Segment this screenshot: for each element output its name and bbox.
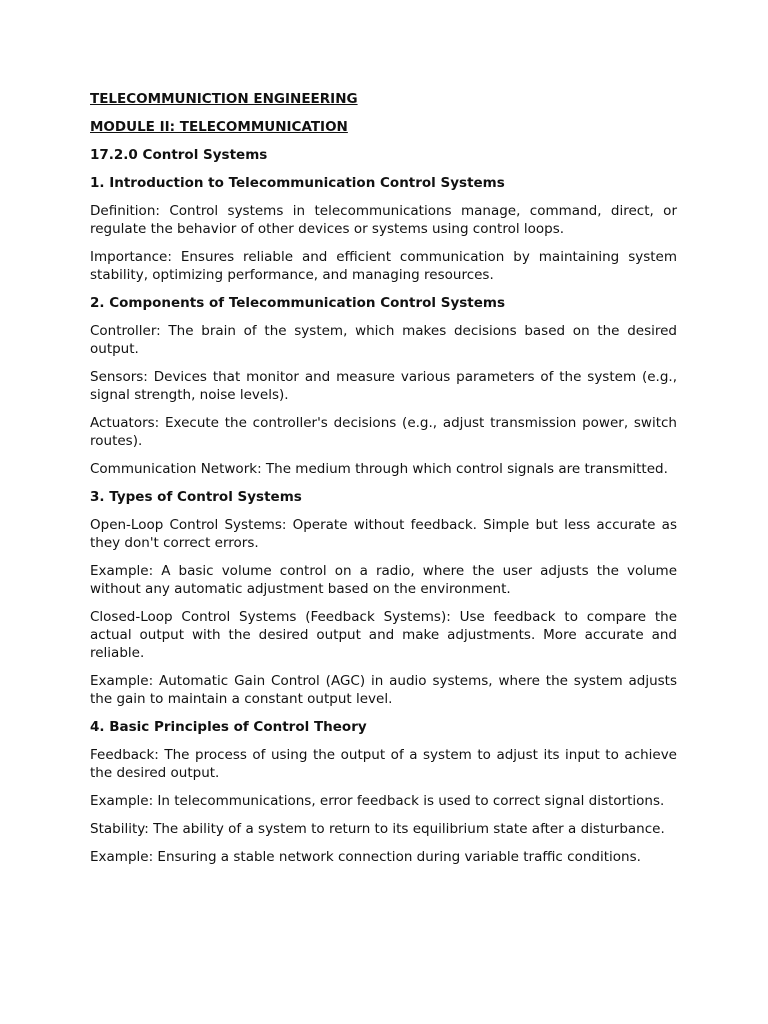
closed-loop-example-paragraph: Example: Automatic Gain Control (AGC) in audio systems, where the system adjusts the gain to maintain a constant output level. [90, 673, 677, 707]
open-loop-example-paragraph: Example: A basic volume control on a radio, where the user adjusts the volume without any automatic adjustment based on the environment. [90, 563, 677, 597]
closed-loop-paragraph: Closed-Loop Control Systems (Feedback Systems): Use feedback to compare the actual output with the desired output and make adjustments. More accurate and reliable. [90, 609, 677, 661]
section-principles [90, 718, 677, 866]
document-title: TELECOMMUNICTION ENGINEERING [90, 91, 358, 107]
section-code-heading: 17.2.0 Control Systems [90, 147, 268, 163]
feedback-example-paragraph: Example: In telecommunications, error feedback is used to correct signal distortions. [90, 793, 665, 809]
section-introduction [90, 174, 677, 284]
section-heading: 3. Types of Control Systems [90, 489, 302, 505]
sensors-paragraph: Sensors: Devices that monitor and measure various parameters of the system (e.g., signal strength, noise levels). [90, 369, 677, 403]
definition-paragraph: Definition: Control systems in telecommunications manage, command, direct, or regulate the behavior of other devices or systems using control loops. [90, 203, 677, 237]
section-heading: 4. Basic Principles of Control Theory [90, 719, 367, 735]
section-types [90, 488, 677, 708]
stability-paragraph: Stability: The ability of a system to return to its equilibrium state after a disturbance. [90, 821, 665, 837]
section-heading: 1. Introduction to Telecommunication Control Systems [90, 175, 505, 191]
module-title: MODULE II: TELECOMMUNICATION [90, 119, 348, 135]
actuators-paragraph: Actuators: Execute the controller's decisions (e.g., adjust transmission power, switch routes). [90, 415, 677, 449]
feedback-paragraph: Feedback: The process of using the output of a system to adjust its input to achieve the desired output. [90, 747, 677, 781]
stability-example-paragraph: Example: Ensuring a stable network connection during variable traffic conditions. [90, 849, 641, 865]
section-components [90, 294, 677, 478]
communication-network-paragraph: Communication Network: The medium through which control signals are transmitted. [90, 461, 668, 477]
document-page [90, 90, 677, 876]
importance-paragraph: Importance: Ensures reliable and efficient communication by maintaining system stability, optimizing performance, and managing resources. [90, 249, 677, 283]
open-loop-paragraph: Open-Loop Control Systems: Operate without feedback. Simple but less accurate as they don't correct errors. [90, 517, 677, 551]
controller-paragraph: Controller: The brain of the system, which makes decisions based on the desired output. [90, 323, 677, 357]
section-heading: 2. Components of Telecommunication Control Systems [90, 295, 505, 311]
